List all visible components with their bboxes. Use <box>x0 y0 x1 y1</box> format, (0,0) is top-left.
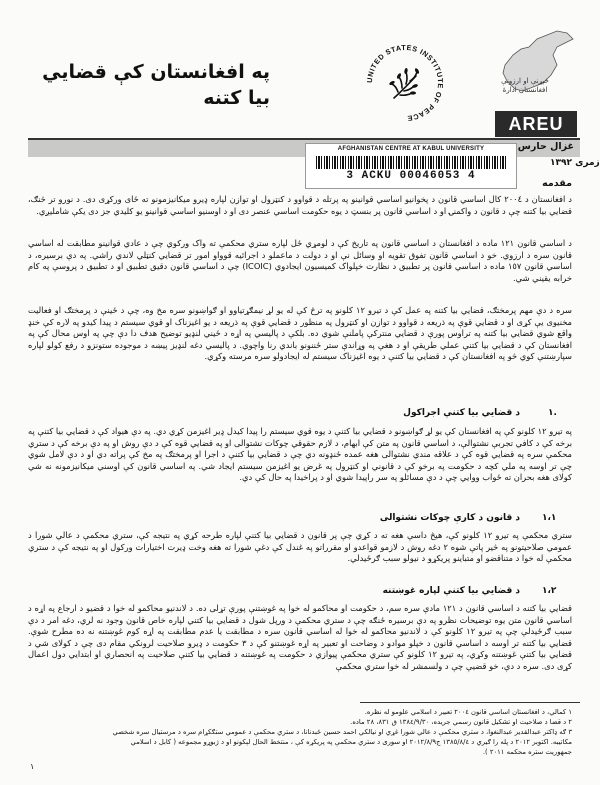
report-title-line-2: بيا کتنه <box>203 87 270 109</box>
section-1-1-title: د قانون د کارې چوکات نشتوالى <box>379 513 520 523</box>
areu-caption: څېړنې او ارزونې افغانستان ادارۀ <box>501 77 549 94</box>
paragraph-2: د اساسي قانون ١٢١ ماده د افغانستان د اساسي قانون په تاريخ کې د لومړي ځل لپاره ستري محکمې ته واک ورکوي چې د عادي قوانينو مطابقت له اساسي قانون سره د ارزوي. خو د اساسي قانون تفوق تقويه او وسائل نې او د دولت د ماعملو د اجرائيه قوواو امور تر قضايي کنټلي لاندي راشي. په دې برسيره، د اساسي قانون ١٥٧ ماده د اساسي قانون پر تطبيق د نظارت خپلواک کميسيون ايجادوي (ICOIC) چې د اساسي قانون دقيق تطبيق او د تطبيق د پروسې په کام خرابه يقيني شي. <box>28 238 572 283</box>
library-name: AFGHANISTAN CENTRE AT KABUL UNIVERSITY <box>337 146 485 152</box>
section-1-2-number: ١،٢ <box>542 586 557 596</box>
barcode-number: 3 ACKU 00046053 4 <box>346 170 476 182</box>
footnote-2: ٢ د قضا د صلاحيت او تشکيل قانون رسمي جريده، ١٣٨٤/٩/٣٠ ق ٨٣١، ٢٨ ماده. <box>350 718 572 726</box>
author-name: غزال حارس <box>517 141 574 152</box>
section-1-title: د قضايي بيا کتنې اجراکول <box>403 408 520 418</box>
paragraph-5: ستري محکمې په تيرو ١٢ کلونو کې، هيڅ داسې هغه ته د کړي چې پر قانون د قضايي بيا کتنې لپاره طرحه کړي په نتيجه کې، ستري محکمې د عالي شورا د عمومي صلاحيتونو په څير پاتې شوه ٢ دغه روش د لازمو قواعدو او مقرراتو په غندل کې دغې شورا ته هغه وخت ډيرت اختيارات ورکول او په نتيجه کې د ستري محکمې له خوا د متناقضو او متباينو پريکړو د نيولو سبب ګرځيدلي. <box>28 530 573 564</box>
report-title-line-1: په افغانستان کې قضايي <box>42 61 270 83</box>
afghanistan-map-icon <box>495 25 577 111</box>
footnotes <box>20 707 572 757</box>
footnote-1: ١ کمالي، د افغانستان اساسي قانون ٢٠٠٤ تعبير د اسلامي علومو له نظره. <box>364 708 572 716</box>
usip-name-text: UNITED STATES INSTITUTE OF PEACE <box>364 42 446 123</box>
section-1-number: ١. <box>548 408 557 418</box>
barcode-icon <box>316 156 506 169</box>
usip-logo-icon <box>360 38 450 128</box>
paragraph-1: د افغانستان د ٢٠٠٤ کال اساسي قانون د پخوانيو اساسي قوانينو په پرتله د قواوو د کنټرول او توازن لپاره ډيرو ميکانيزمونو ته ځاى ورکړى دى. د نورو تر څنګ، قضايي بيا کتنه چې د قانون د واکمنۍ او د اساسي قانون پر بنسټ د يوه حکومت اساسي عنصر دى او د اوسنيو اساسي قوانينو يو کليدي جز دى يکې شامليږي. <box>28 194 572 216</box>
footnote-3-end: جمهوريت ستره محکمه ٢٠١١ ). <box>482 748 572 756</box>
publication-date: زمرى ١٣٩٢ <box>550 158 600 168</box>
footnote-3-cont: مکاتيبه. اکتوبر ٢٠١٢ د پله را ګيري د ١٣٨٥/٨/٤ ج٢٠١٢/٨/٩ او سوری د ستري محکمې په پريکړه کې ، منتخط الحال لېکونو او د ژبوړو مجموعه ( کابل د اسلامي <box>130 738 572 746</box>
svg-text:UNITED STATES INSTITUTE OF PEA <box>365 43 445 123</box>
page-number: ١ <box>30 762 35 771</box>
section-1-2-title: د قضايي بيا کتنې لپاره غوښتنه <box>382 586 520 596</box>
intro-heading: مقدمه <box>542 178 572 189</box>
paragraph-4: په تيرو ١٢ کلونو کې په افغانستان کې يو لړ ګواښونو د قضايي بيا کتنې د يوه قوي سيستم را پيدا کيدل ډير اغيزمن کړي دي. په دې هيواد کې د قضايي بيا کتنې په برخه کې د کافي تجربې نشتوالې، د اساسي قانون په متن کې ابهام، د لازم حقوقي چوکات نشتوالى او په قضايي قوه کې د دې روش او په دې برخه کې د ستري محکمې سره په قضايي قوه کې د علاقه مندي نشتوالى هغه عمده ځنډونه دي چې د قضايي بيا کتنې د اجرا او پرمختګ په مخ کې پراته دي او د دې لامل شوي چې تر اوسه په ملي کچه د حکومت په برخو کې د قانوني او کنټرول په غرض يو اغيزمن سيستم ايجاد شي. په اساسي قانون کې اوسني ميکانيزمونه نه شي کولاى هغه بحران ته ځواب ووايي چې د دې مسائلو په سر راپيدا شوي او د پراخيدا په حال کې دي. <box>28 426 572 483</box>
paragraph-6: قضايي بيا کتنه د اساسي قانون د ١٢١ مادې سره سم، د حکومت او محاکمو له خوا په غوښتنې پورې تړلى ده. د لاندنيو محاکمو له خوا د قضيو د ارجاع په اړه د اساسي قانون متن يوه توضيحات نظرو په دې برسيره ځنګه چې د ستري محکمې د ورپل شول د قضايي بيا کتني لپاره خاص قانون وجود نه لري، دغه امر د دې سبب ګرځيدلې چې په تيرو ١٢ کلونو کې د لاندنيو محاکمو له خوا له اساسي قانون سره د مطابقت يا عدم مطابقت په اړه کوم غوښتنه نه ده مطرح شوې. قضايي بيا کتنه تر اوسه د اساسي قانون د خپلو موادو د وضاحت او تعبير په اړه غوښتنو کې د ٣ حکومت د ډيرو صلاحيت لرونکي مقام دى چې د کولاى شي د قضايي بيا کتنې غوښتنه وکړي، په تيرو ١٢ کلونو کې ستري محکمې پيوازي د حکومت په غوښتنه د قضايي بيا کتنې صلاحيت په انحصاري او ابتدايي دول اعمال کړى دى. سره د دې، خو قضيې چې د ولسمشر له خوا ستري محکمې <box>28 603 572 671</box>
report-title <box>42 60 270 112</box>
section-1-1-number: ١،١ <box>542 513 557 523</box>
areu-logo <box>495 25 577 137</box>
areu-wordmark: AREU <box>495 111 577 137</box>
library-barcode-stamp <box>305 143 517 189</box>
paragraph-3: سره د دې مهم پرمختګ، قضايي بيا کتنه په عمل کې د تيرو ١٢ کلونو په ترڅ کې له يو لړ نيمګړتياوو او ګواښونو سره مخ وه، چې د ځينې د پرمختګ او فعاليت مخنيوى يې کړى او د قضايي قوې په ذريعه د قواوو د توازن او کنټرول په منظور د قضايي قوې په ذريعه د يو اغيزناک او قوي سيستم د پيدا کيدو په لاره کې خنډ واقع شوي قضايي بيا کتنه په تراوس پورې د قضايي منترکې پاملنې شوي ده. بلکې د پاليسي په اړه د ځيني لنډيو توضيح هدف دا دې چې په اوس محال کې په افغانستان کې د قضايي بيا کتنې عملي طريقې او د هغې په وړاندې ستر ځننونو باندي رنا واچوي. د پاليسي دغه لنډيز پيښه د موجوده ستونزو د رفع کولو لپاره سپارښتنې کوي څو په افغانستان کې د قضايي بيا کتنې د يوه اغيزناک سيستم له ايجادولو سره مرسته وکړي. <box>28 305 572 362</box>
footnote-rule <box>360 702 580 703</box>
footnote-3: ٣ ګه ډاکتر عبدالقدير عبدالنغوا، د ستري محکمې د عالي شورا غړي او نيالکي احمد حسين ځبدنانا، د ستري محکمې د عمومي ستګکړام سره د مرستيال سره شخصي <box>112 728 572 736</box>
